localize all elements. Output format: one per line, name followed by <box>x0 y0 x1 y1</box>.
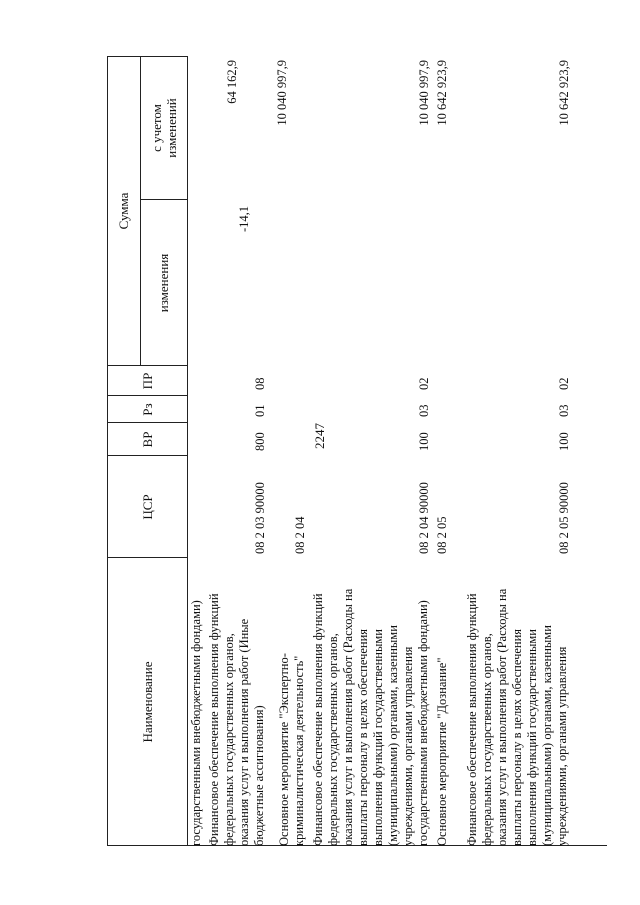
row-name-line: оказания услуг и выполнения работ (Расходы на <box>341 588 355 846</box>
row-pr: 02 <box>417 377 431 390</box>
budget-table-rotated <box>107 56 607 846</box>
header-with-changes-line2: изменений <box>163 98 179 158</box>
row-name-line: учреждениями, органами управления <box>401 646 415 846</box>
table-row-name <box>465 558 570 846</box>
row-name-line: оказания услуг и выполнения работ (Иные <box>237 618 251 846</box>
row-total: 10 642 923,9 <box>435 60 449 126</box>
row-rz: 01 <box>253 404 267 417</box>
row-vr: 100 <box>557 432 571 451</box>
row-rz: 03 <box>417 404 431 417</box>
row-change: -14,1 <box>237 206 251 233</box>
row-name-line: выполнения функций государственными <box>371 629 385 846</box>
row-vr: 800 <box>253 432 267 451</box>
row-pr: 02 <box>557 377 571 390</box>
table-row-name <box>207 558 267 846</box>
row-total: 10 642 923,9 <box>557 60 571 126</box>
row-csr: 08 2 05 90000 <box>557 482 571 554</box>
table-row-name <box>311 558 431 846</box>
row-name-line: (муниципальными) органами, казенными <box>386 625 400 846</box>
row-name-line: учреждениями, органами управления <box>555 646 569 846</box>
row-total: 10 040 997,9 <box>417 60 431 126</box>
row-name-line: государственными внебюджетными фондами) <box>416 600 430 846</box>
row-name-line: Финансовое обеспечение выполнения функций <box>465 593 479 846</box>
table-row-name <box>277 558 307 846</box>
header-name: Наименование <box>139 661 155 743</box>
header-vr: ВР <box>139 431 155 448</box>
row-name-line: оказания услуг и выполнения работ (Расходы на <box>495 588 509 846</box>
row-total: 10 040 997,9 <box>275 60 289 126</box>
row-vr: 100 <box>417 432 431 451</box>
row-name-line: (муниципальными) органами, казенными <box>540 625 554 846</box>
budget-table <box>107 56 607 846</box>
header-with-changes-line1: с учетом <box>148 104 164 152</box>
row-name-line: Финансовое обеспечение выполнения функций <box>311 593 325 846</box>
row-pr: 08 <box>253 377 267 390</box>
row-csr: 08 2 05 <box>435 516 449 554</box>
row-csr: 08 2 03 90000 <box>253 482 267 554</box>
row-name-line: государственными внебюджетными фондами) <box>189 600 203 846</box>
table-row-name <box>189 558 204 846</box>
header-change: изменения <box>156 253 171 313</box>
header-pr: ПР <box>139 372 155 390</box>
row-rz: 03 <box>557 404 571 417</box>
row-name-line: федеральных государственных органов, <box>480 633 494 846</box>
row-total: 64 162,9 <box>225 60 239 104</box>
table-header-bottom-border <box>187 56 188 846</box>
row-name-line: федеральных государственных органов, <box>326 633 340 846</box>
row-name-line: Финансовое обеспечение выполнения функций <box>207 593 221 846</box>
header-csr: ЦСР <box>139 494 155 520</box>
header-rz: Рз <box>139 403 155 416</box>
row-name-line: Основное мероприятие "Дознание" <box>435 657 449 846</box>
row-csr: 08 2 04 90000 <box>417 482 431 554</box>
row-csr: 08 2 04 <box>293 516 307 554</box>
row-name-line: Основное мероприятие "Экспертно- <box>277 653 291 846</box>
row-name-line: федеральных государственных органов, <box>222 633 236 846</box>
row-name-line: выплаты персоналу в целях обеспечения <box>356 628 370 846</box>
row-name-line: бюджетные ассигнования) <box>252 705 266 846</box>
header-sum: Сумма <box>116 192 131 230</box>
row-name-line: криминалистическая деятельность" <box>292 655 306 846</box>
row-name-line: выплаты персоналу в целях обеспечения <box>510 628 524 846</box>
header-with-changes <box>140 56 187 200</box>
page-number: 2247 <box>312 423 327 449</box>
table-row-name <box>435 558 450 846</box>
row-name-line: выполнения функций государственными <box>525 629 539 846</box>
